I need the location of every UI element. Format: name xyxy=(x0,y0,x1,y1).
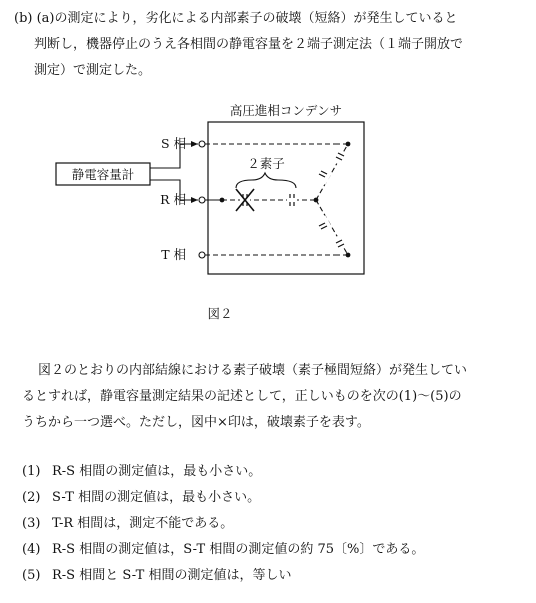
s-branch-elements xyxy=(317,151,349,184)
terminal-t xyxy=(199,252,205,258)
option-5-number: (5) xyxy=(22,568,41,583)
phase-r-label: R 相 xyxy=(160,192,186,207)
option-1-text: R-S 相間の測定値は，最も小さい。 xyxy=(52,464,262,479)
intro-line-2: 判断し，機器停止のうえ各相間の静電容量を２端子測定法（１端子開放で xyxy=(34,37,464,52)
question-line-2: るとすれば，静電容量測定結果の記述として，正しいものを次の(1)～(5)の xyxy=(22,389,462,404)
intro-line-3: 測定）で測定した。 xyxy=(34,63,152,78)
question-paragraph xyxy=(14,358,528,436)
capacitor-label: 高圧進相コンデンサ xyxy=(229,103,343,118)
two-elements-label: ２素子 xyxy=(247,156,285,171)
option-4[interactable] xyxy=(22,540,424,560)
option-1[interactable] xyxy=(22,462,261,482)
question-line-1: 図２のとおりの内部結線における素子破壊（素子極間短絡）が発生してい xyxy=(38,363,468,378)
option-4-number: (4) xyxy=(22,542,41,557)
terminal-s xyxy=(199,141,205,147)
brace xyxy=(236,173,296,188)
lead-arrow-r xyxy=(191,197,198,203)
phase-t-label: T 相 xyxy=(161,247,186,262)
meter-label: 静電容量計 xyxy=(71,167,135,182)
phase-s-label: S 相 xyxy=(160,136,186,151)
t-branch-elements xyxy=(317,215,349,248)
question-line-3: うちから一つ選べ。ただし，図中×印は，破壊素子を表す。 xyxy=(22,415,370,430)
lead-arrow-s xyxy=(191,141,198,147)
capacitor-box xyxy=(208,122,364,274)
option-2[interactable] xyxy=(22,488,260,508)
option-5[interactable] xyxy=(22,566,291,586)
option-2-number: (2) xyxy=(22,490,41,505)
intro-line-1: (b) (a)の測定により，劣化による内部素子の破壊（短絡）が発生していると xyxy=(14,11,458,26)
option-3-number: (3) xyxy=(22,516,41,531)
terminal-r xyxy=(199,197,205,203)
option-3[interactable] xyxy=(22,514,233,534)
option-1-number: (1) xyxy=(22,464,41,479)
figure-caption: 図２ xyxy=(207,306,233,321)
option-4-text: R-S 相間の測定値は，S-T 相間の測定値の約 75〔%〕である。 xyxy=(52,542,425,557)
option-5-text: R-S 相間と S-T 相間の測定値は，等しい xyxy=(52,568,292,583)
option-2-text: S-T 相間の測定値は，最も小さい。 xyxy=(52,490,261,505)
option-3-text: T-R 相間は，測定不能である。 xyxy=(52,516,234,531)
